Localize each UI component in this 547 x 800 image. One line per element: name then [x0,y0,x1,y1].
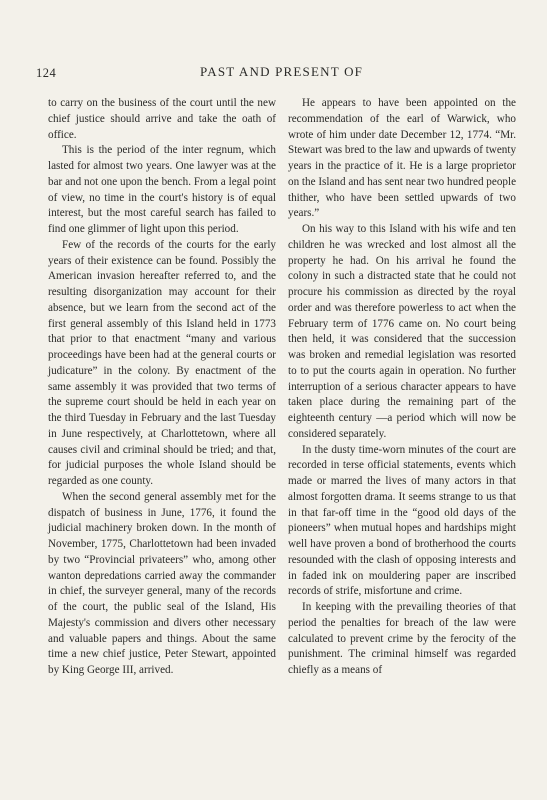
paragraph: He appears to have been appointed on the recommendation of the earl of Warwick, who wrote of him under date December 12, 1774. “Mr. Stewart was bred to the law and upwards of twenty years in the practice of it. He is a large proprietor on the Island and has sent near two hundred people thither, who have been settled upwards of two years.” [288,97,517,220]
paragraph: In keeping with the prevailing theories of that period the penalties for breach of the law were calculated to prevent crime by the ferocity of the punishment. The criminal himself was regarded chiefly as a means of [288,601,516,676]
right-column [288,96,516,679]
running-head: PAST AND PRESENT OF [200,64,364,79]
page-number: 124 [36,66,57,80]
paragraph: Few of the records of the courts for the early years of their existence can be found. Possibly the American invasion hereafter referred to, and the resulting disorganization may account for their absence, but we learn from the second act of the first general assembly of this Island held in 1773 that prior to that enactment “many and various proceedings have been had at the general courts or judicature” in the colony. By enactment of the same assembly it was provided that two terms of the supreme court should be held in each year on the third Tuesday in February and the last Tuesday in June respectively, at Charlottetown, where all causes civil and criminal should be tried; and that, for judicial purposes the whole Island should be regarded as one county. [48,238,276,487]
paragraph: When the second general assembly met for the dispatch of business in June, 1776, it found the judicial machinery broken down. In the month of November, 1775, Charlottetown had been invaded by two “Provincial privateers” who, among other wanton depredations carried away the commander in chief, the surveyer general, many of the records of the court, the public seal of the Island, His Majesty's commission and divers other necessary and valuable papers and things. About the same time a new chief justice, Peter Stewart, appointed by King George III, arrived. [48,490,276,676]
paragraph: This is the period of the inter regnum, which lasted for almost two years. One lawyer was at the bar and not one upon the bench. From a legal point of view, no time in the court's history is of equal interest, but the most careful search has failed to find one glimmer of light upon this period. [48,144,276,235]
paragraph: On his way to this Island with his wife and ten children he was wrecked and lost almost all the property he had. On his arrival he found the colony in such a distracted state that he could not procure his commission as directed by the royal order and was therefore powerless to act when the February term of 1776 came on. No court being then held, it was considered that the succession was broken and remedial legislation was resorted to to put the courts again in operation. No further interruption of a serious character appears to have taken place during the remaining part of the eighteenth century —a period which will now be considered separately. [288,223,516,440]
left-column [48,96,276,679]
paragraph: In the dusty time-worn minutes of the court are recorded in terse official statements, events which made or marred the lives of many actors in that almost forgotten drama. It seems strange to us that in that far-off time in the “good old days of the pioneers” when mutual hopes and hardships might well have proven a bond of brotherhood the courts resounded with the clash of opposing interests and in faded ink on mouldering paper are inscribed records of strife, misfortune and crime. [288,443,516,598]
paragraph: to carry on the business of the court until the new chief justice should arrive and take the oath of office. [48,97,276,141]
